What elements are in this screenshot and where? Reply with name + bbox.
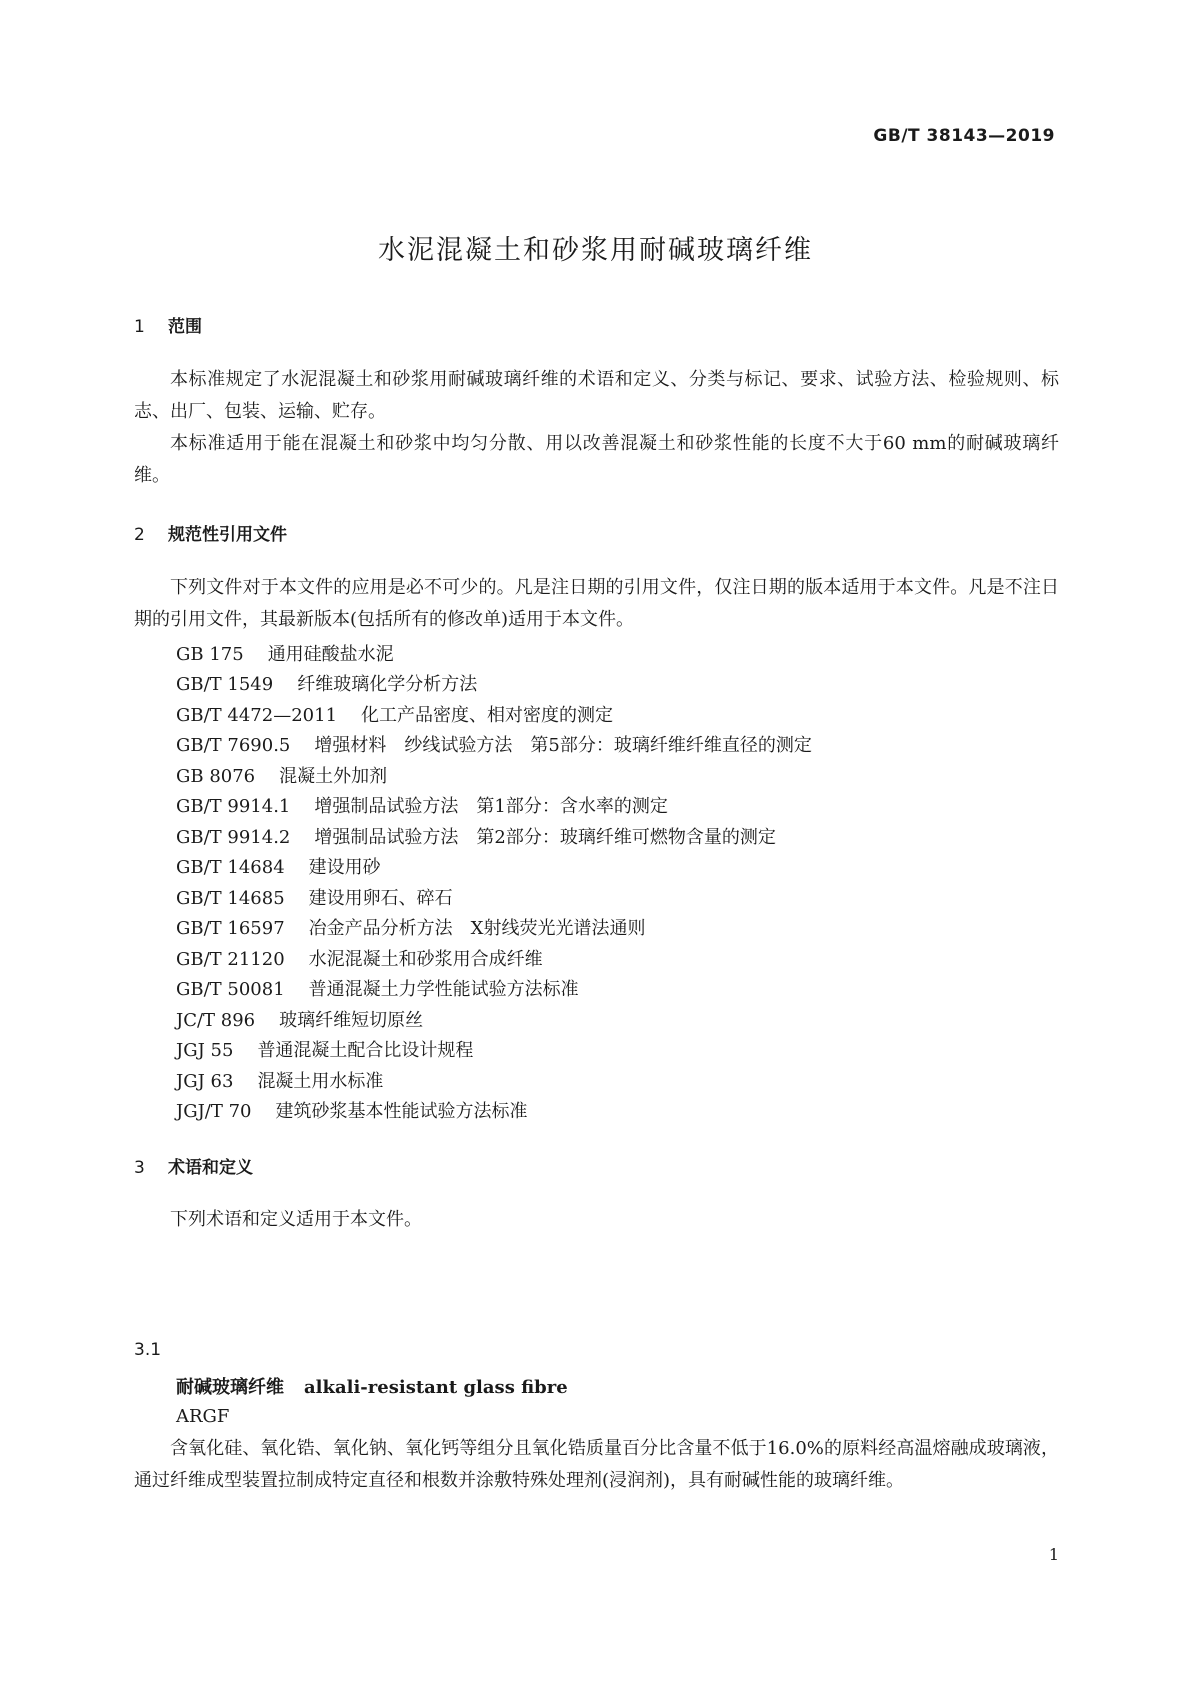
reference-item xyxy=(176,1067,383,1093)
reference-title: 化工产品密度、相对密度的测定 xyxy=(361,705,614,726)
reference-item xyxy=(176,640,394,666)
term-abbreviation: ARGF xyxy=(176,1406,230,1427)
section-title: 术语和定义 xyxy=(168,1158,253,1178)
section-2-intro: 下列文件对于本文件的应用是必不可少的。凡是注日期的引用文件，仅注日期的版本适用于本文件。凡是不注日期的引用文件，其最新版本(包括所有的修改单)适用于本文件。 xyxy=(134,577,1059,630)
reference-code: GB/T 9914.2 xyxy=(176,827,291,848)
section-1-paragraph-2: 本标准适用于能在混凝土和砂浆中均匀分散、用以改善混凝土和砂浆性能的长度不大于60 mm的耐碱玻璃纤维。 xyxy=(134,433,1059,486)
reference-item xyxy=(176,1036,473,1062)
section-title: 规范性引用文件 xyxy=(168,525,287,545)
reference-code: JGJ 55 xyxy=(176,1040,234,1061)
reference-title: 建设用卵石、碎石 xyxy=(308,888,453,909)
reference-item xyxy=(176,1006,423,1032)
reference-item xyxy=(176,701,613,727)
reference-code: JC/T 896 xyxy=(176,1010,256,1031)
section-number: 2 xyxy=(134,525,145,545)
reference-title: 增强制品试验方法 第1部分：含水率的测定 xyxy=(314,796,668,817)
section-number: 3 xyxy=(134,1158,145,1178)
page-number: 1 xyxy=(1048,1545,1059,1564)
term-heading xyxy=(176,1373,568,1399)
reference-code: GB/T 1549 xyxy=(176,674,274,695)
reference-title: 普通混凝土配合比设计规程 xyxy=(257,1040,474,1061)
term-chinese: 耐碱玻璃纤维 xyxy=(176,1377,284,1398)
document-title: 水泥混凝土和砂浆用耐碱玻璃纤维 xyxy=(378,235,813,266)
reference-item xyxy=(176,914,646,940)
section-2-heading xyxy=(134,520,287,545)
reference-code: GB/T 16597 xyxy=(176,918,285,939)
reference-code: GB/T 9914.1 xyxy=(176,796,291,817)
reference-title: 通用硅酸盐水泥 xyxy=(267,644,394,665)
reference-title: 增强材料 纱线试验方法 第5部分：玻璃纤维纤维直径的测定 xyxy=(314,735,812,756)
section-number: 1 xyxy=(134,317,145,337)
reference-item xyxy=(176,853,381,879)
reference-title: 普通混凝土力学性能试验方法标准 xyxy=(308,979,579,1000)
reference-code: GB/T 7690.5 xyxy=(176,735,291,756)
reference-item xyxy=(176,792,668,818)
section-title: 范围 xyxy=(168,317,202,337)
section-1-paragraph-1: 本标准规定了水泥混凝土和砂浆用耐碱玻璃纤维的术语和定义、分类与标记、要求、试验方法、检验规则、标志、出厂、包装、运输、贮存。 xyxy=(134,369,1059,422)
section-3-heading xyxy=(134,1153,253,1178)
reference-title: 水泥混凝土和砂浆用合成纤维 xyxy=(308,949,543,970)
reference-code: GB 175 xyxy=(176,644,244,665)
reference-title: 玻璃纤维短切原丝 xyxy=(279,1010,424,1031)
reference-title: 混凝土外加剂 xyxy=(279,766,388,787)
reference-code: GB/T 21120 xyxy=(176,949,285,970)
reference-item xyxy=(176,823,776,849)
reference-item xyxy=(176,1097,528,1123)
section-3-intro: 下列术语和定义适用于本文件。 xyxy=(170,1209,422,1230)
section-1-heading xyxy=(134,312,202,337)
reference-item xyxy=(176,731,812,757)
reference-code: GB/T 14684 xyxy=(176,857,285,878)
reference-code: GB 8076 xyxy=(176,766,256,787)
reference-code: GB/T 4472—2011 xyxy=(176,705,338,726)
reference-code: JGJ/T 70 xyxy=(176,1101,252,1122)
reference-item xyxy=(176,884,453,910)
reference-item xyxy=(176,762,387,788)
standard-code: GB/T 38143—2019 xyxy=(873,126,1055,146)
reference-title: 建筑砂浆基本性能试验方法标准 xyxy=(275,1101,528,1122)
reference-title: 冶金产品分析方法 X射线荧光光谱法通则 xyxy=(308,918,646,939)
reference-item xyxy=(176,945,543,971)
term-number: 3.1 xyxy=(134,1340,162,1360)
reference-title: 混凝土用水标准 xyxy=(257,1071,384,1092)
reference-title: 纤维玻璃化学分析方法 xyxy=(297,674,478,695)
reference-title: 建设用砂 xyxy=(308,857,381,878)
reference-code: JGJ 63 xyxy=(176,1071,234,1092)
term-english: alkali-resistant glass fibre xyxy=(304,1377,568,1398)
term-definition: 含氧化硅、氧化锆、氧化钠、氧化钙等组分且氧化锆质量百分比含量不低于16.0%的原料经高温熔融成玻璃液，通过纤维成型装置拉制成特定直径和根数并涂敷特殊处理剂(浸润剂)，具有耐碱性能的玻璃纤维。 xyxy=(134,1438,1059,1491)
reference-item xyxy=(176,975,579,1001)
reference-code: GB/T 14685 xyxy=(176,888,285,909)
reference-item xyxy=(176,670,477,696)
reference-code: GB/T 50081 xyxy=(176,979,285,1000)
reference-title: 增强制品试验方法 第2部分：玻璃纤维可燃物含量的测定 xyxy=(314,827,776,848)
